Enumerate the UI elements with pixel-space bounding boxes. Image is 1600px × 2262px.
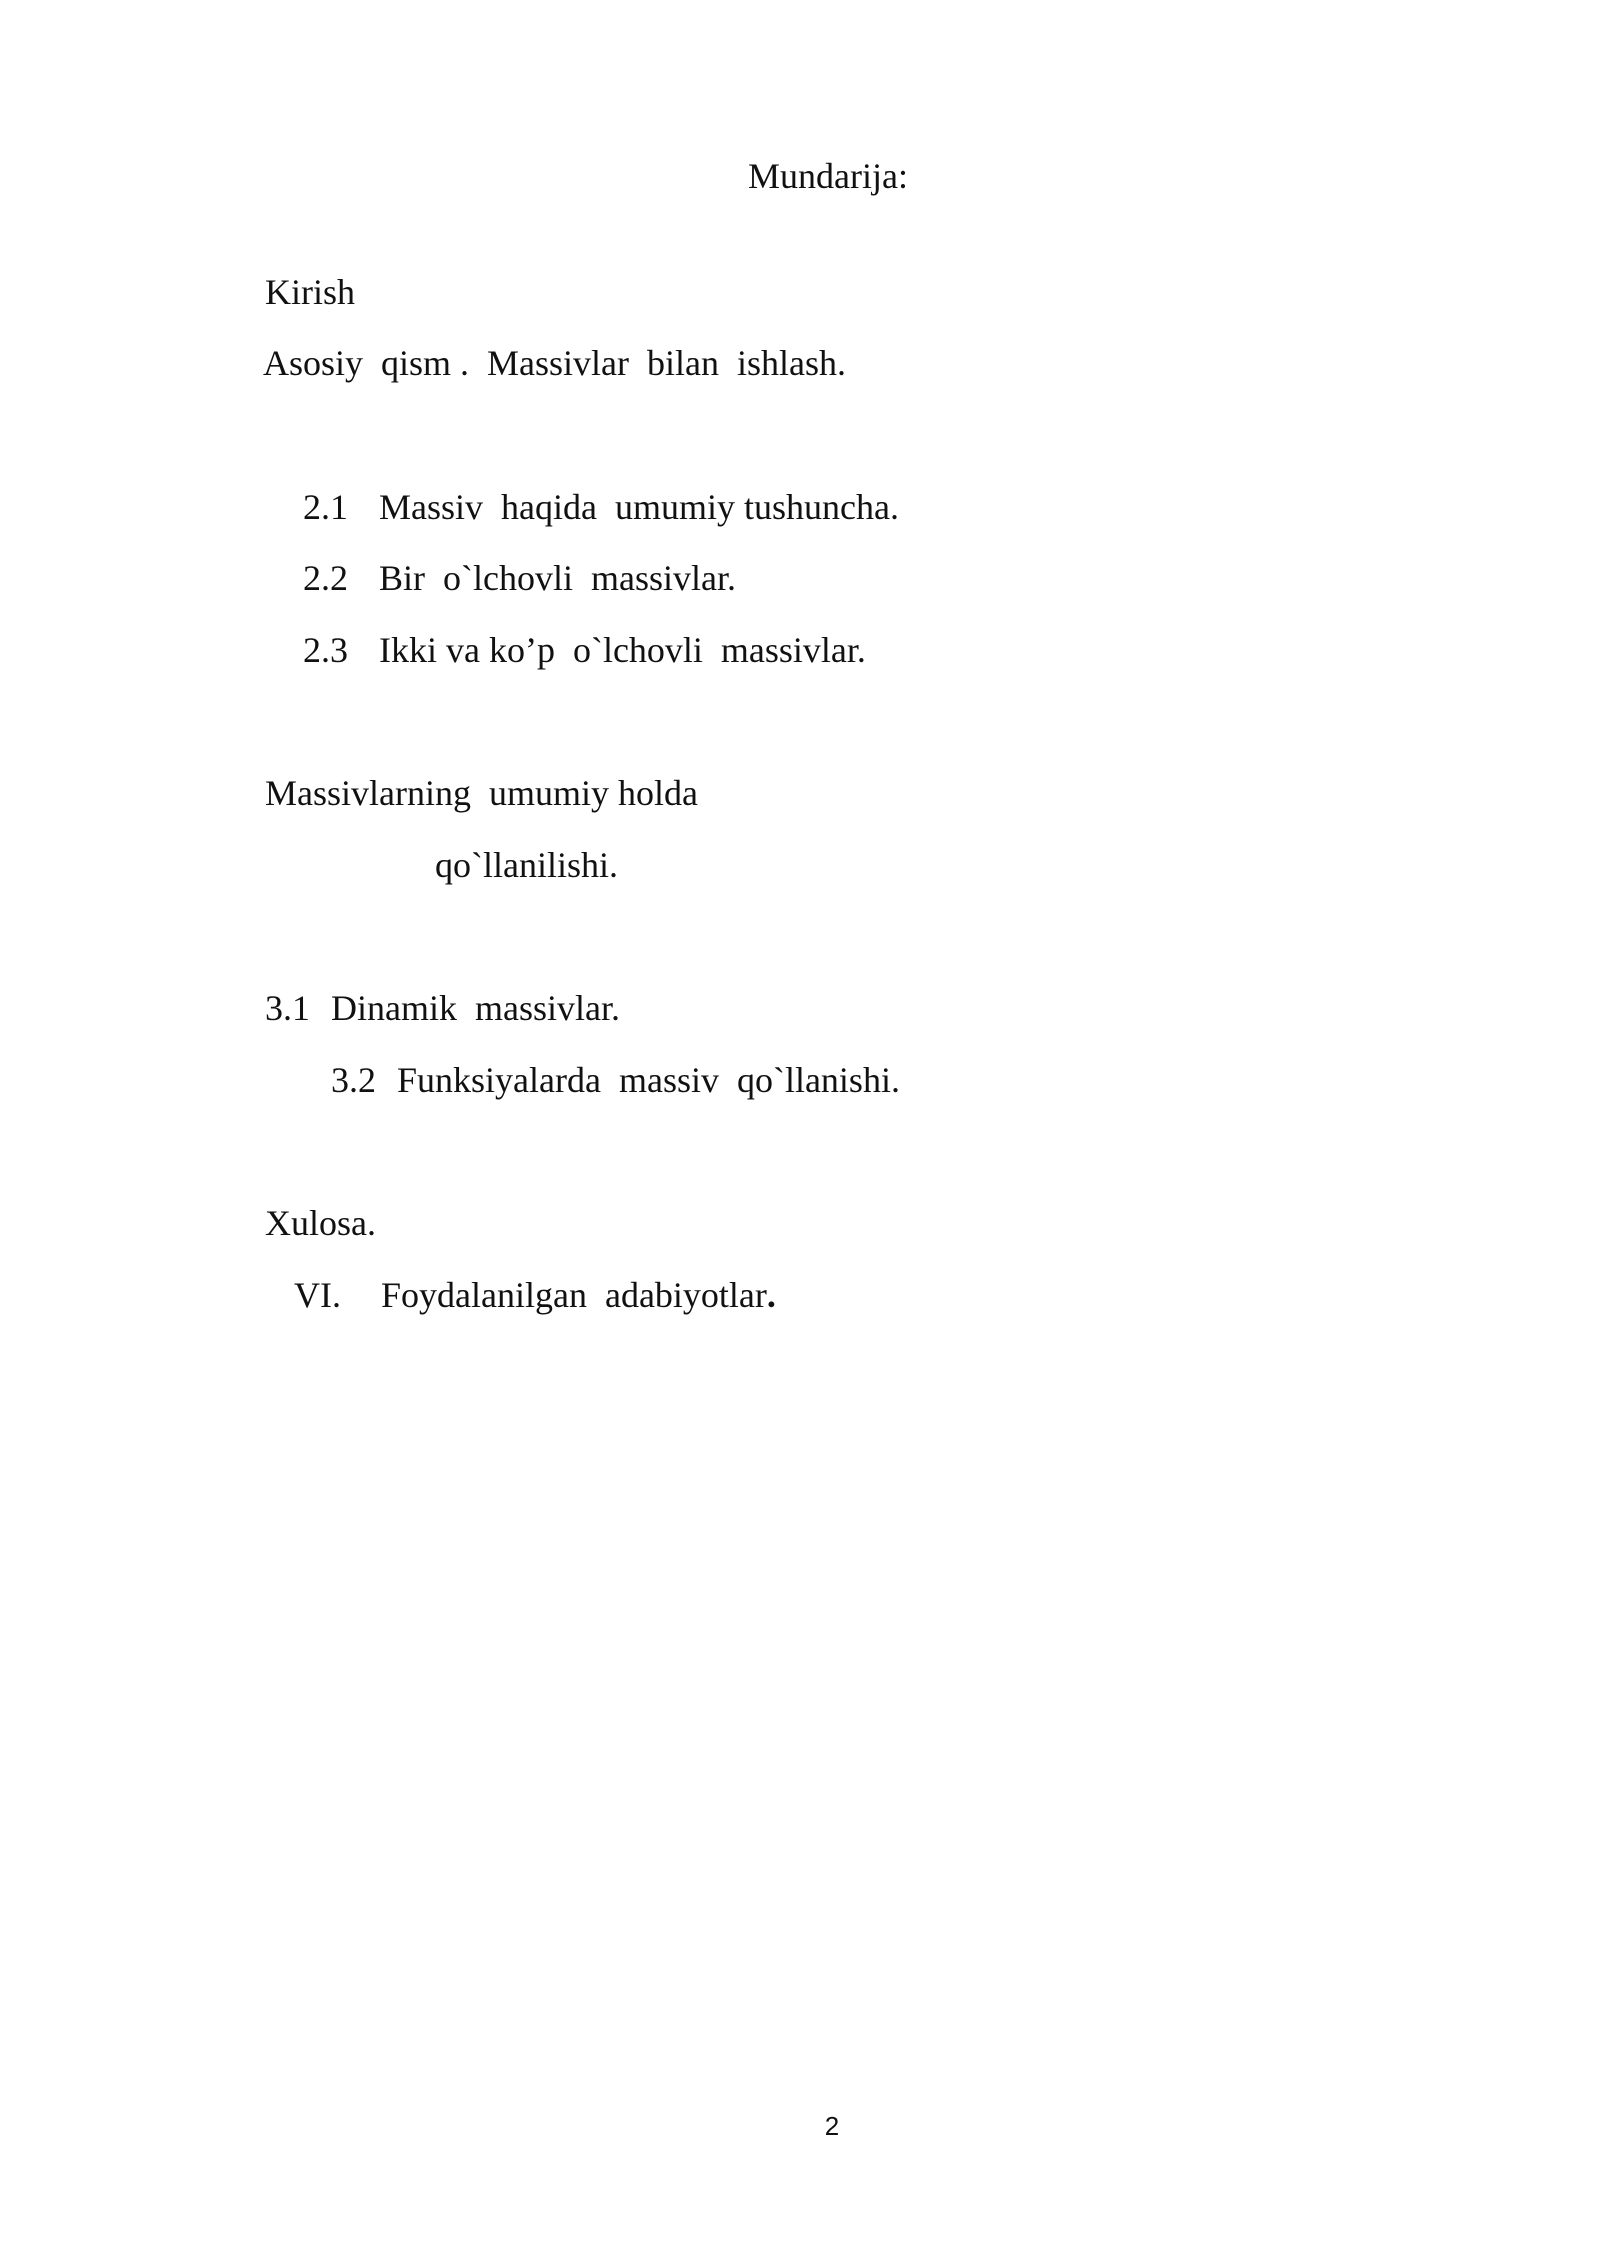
toc-entry-text: Bir o`lchovli massivlar. xyxy=(379,558,736,598)
toc-entry-text: Ikki va ko’p o`lchovli massivlar. xyxy=(379,630,866,670)
toc-entry-text: Funksiyalarda massiv qo`llanishi. xyxy=(397,1060,900,1100)
toc-entry-asosiy-qism xyxy=(229,297,846,429)
toc-entry-number: VI. xyxy=(294,1275,341,1315)
toc-entry-qollanilishi xyxy=(399,799,618,931)
toc-entry-text: Massivlarning umumiy holda xyxy=(265,773,698,813)
toc-entry-2-3 xyxy=(267,584,866,716)
toc-entry-number: 2.1 xyxy=(303,487,348,527)
toc-entry-text: qo`llanilishi. xyxy=(435,845,618,885)
toc-entry-text: Dinamik massivlar. xyxy=(331,988,620,1028)
toc-entry-number: 2.3 xyxy=(303,630,348,670)
toc-entry-number: 2.2 xyxy=(303,558,348,598)
toc-entry-trailing-dot: . xyxy=(766,1275,776,1315)
toc-title: Mundarija: xyxy=(748,156,908,196)
page-number: 2 xyxy=(824,2111,840,2141)
toc-entry-number: 3.1 xyxy=(265,988,310,1028)
toc-entry-text: Asosiy qism . Massivlar bilan ishlash. xyxy=(263,343,847,383)
toc-entry-3-2 xyxy=(295,1014,900,1146)
toc-entry-number: 3.2 xyxy=(331,1060,376,1100)
toc-entry-text: Massiv haqida umumiy tushuncha. xyxy=(379,487,899,527)
toc-entry-text: Xulosa. xyxy=(265,1203,376,1243)
toc-entry-vi xyxy=(258,1229,776,1361)
toc-entry-text: Foydalanilgan adabiyotlar xyxy=(381,1275,767,1315)
toc-entry-text: Kirish xyxy=(265,272,355,312)
